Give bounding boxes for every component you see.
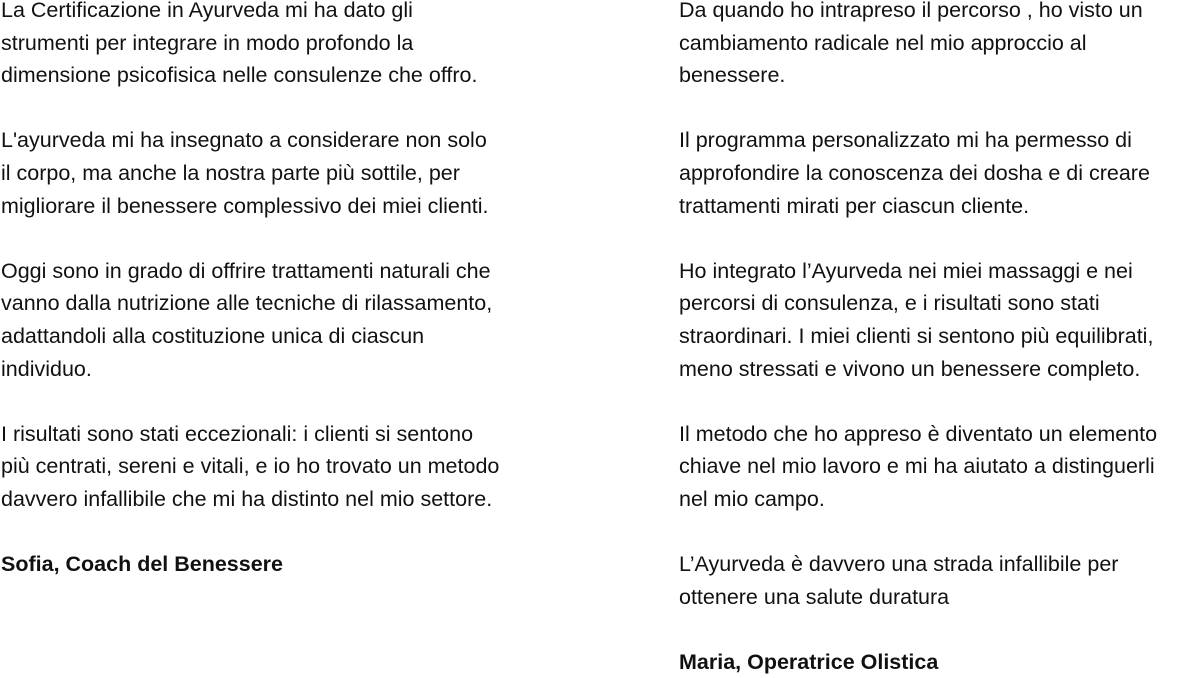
text-line: chiave nel mio lavoro e mi ha aiutato a distinguerli xyxy=(679,454,1155,479)
text-line: individuo. xyxy=(1,356,92,381)
text-line: il corpo, ma anche la nostra parte più sottile, per xyxy=(1,160,460,185)
testimonial-author: Maria, Operatrice Olistica xyxy=(679,649,939,674)
text-line: più centrati, sereni e vitali, e io ho trovato un metodo xyxy=(1,454,500,479)
text-line: L'ayurveda mi ha insegnato a considerare non solo xyxy=(1,128,487,153)
testimonial-paragraph xyxy=(679,548,1200,613)
testimonial-paragraph xyxy=(1,255,561,385)
text-line: cambiamento radicale nel mio approccio al xyxy=(679,30,1087,55)
text-line: Il programma personalizzato mi ha permesso di xyxy=(679,128,1132,153)
text-line: percorsi di consulenza, e i risultati sono stati xyxy=(679,291,1100,316)
testimonial-author: Sofia, Coach del Benessere xyxy=(1,552,283,577)
text-line: trattamenti mirati per ciascun cliente. xyxy=(679,193,1030,218)
testimonial-paragraph xyxy=(1,0,561,92)
text-line: nel mio campo. xyxy=(679,486,825,511)
text-line: vanno dalla nutrizione alle tecniche di rilassamento, xyxy=(1,291,493,316)
text-line: meno stressati e vivono un benessere completo. xyxy=(679,356,1141,381)
testimonial-paragraph xyxy=(679,418,1200,516)
text-line: strumenti per integrare in modo profondo la xyxy=(1,30,414,55)
text-line: dimensione psicofisica nelle consulenze che offro. xyxy=(1,63,478,88)
text-line: davvero infallibile che mi ha distinto nel mio settore. xyxy=(1,486,493,511)
testimonial-sofia xyxy=(1,0,561,581)
text-line: Oggi sono in grado di offrire trattamenti naturali che xyxy=(1,258,491,283)
testimonial-maria xyxy=(679,0,1200,678)
text-line: I risultati sono stati eccezionali: i clienti si sentono xyxy=(1,421,474,446)
text-line: straordinari. I miei clienti si sentono più equilibrati, xyxy=(679,323,1154,348)
text-line: Ho integrato l’Ayurveda nei miei massaggi e nei xyxy=(679,258,1133,283)
text-line: La Certificazione in Ayurveda mi ha dato gli xyxy=(1,0,413,22)
text-line: ottenere una salute duratura xyxy=(679,584,950,609)
text-line: adattandoli alla costituzione unica di ciascun xyxy=(1,323,425,348)
text-line: Il metodo che ho appreso è diventato un elemento xyxy=(679,421,1158,446)
testimonial-paragraph xyxy=(679,255,1200,385)
text-line: migliorare il benessere complessivo dei miei clienti. xyxy=(1,193,489,218)
testimonial-paragraph xyxy=(1,124,561,222)
testimonial-paragraph xyxy=(1,418,561,516)
testimonial-paragraph xyxy=(679,124,1200,222)
text-line: approfondire la conoscenza dei dosha e di creare xyxy=(679,160,1150,185)
text-line: benessere. xyxy=(679,63,786,88)
text-line: L’Ayurveda è davvero una strada infallibile per xyxy=(679,552,1119,577)
text-line: Da quando ho intrapreso il percorso , ho visto un xyxy=(679,0,1143,22)
testimonial-paragraph xyxy=(679,0,1200,92)
